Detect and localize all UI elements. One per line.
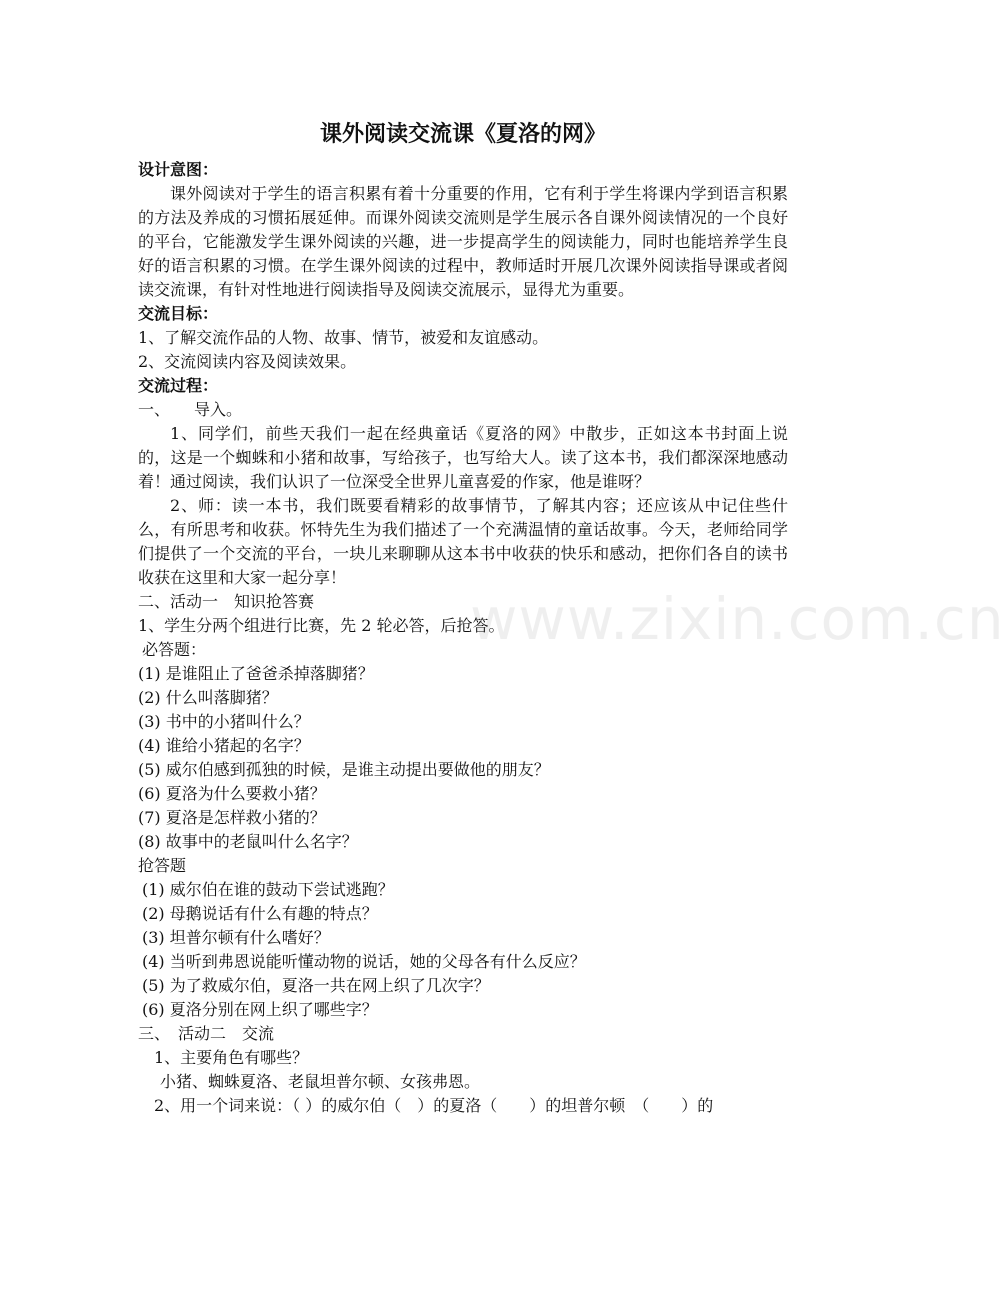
document-page (138, 118, 788, 1118)
design-paragraph: 课外阅读对于学生的语言积累有着十分重要的作用，它有利于学生将课内学到语言积累的方法及养成的习惯拓展延伸。而课外阅读交流则是学生展示各自课外阅读情况的一个良好的平台，它能激发学生课外阅读的兴趣，进一步提高学生的阅读能力，同时也能培养学生良好的语言积累的习惯。在学生课外阅读的过程中，教师适时开展几次课外阅读指导课或者阅读交流课，有针对性地进行阅读指导及阅读交流展示，显得尤为重要。 (138, 184, 788, 299)
rush-answer-label: 抢答题 (138, 856, 187, 875)
intro-paragraph-1: 1、同学们，前些天我们一起在经典童话《夏洛的网》中散步，正如这本书封面上说的，这是一个蜘蛛和小猪和故事，写给孩子，也写给大人。读了这本书，我们都深深地感动着！通过阅读，我们认识了一位深受全世界儿童喜爱的作家，他是谁呀？ (138, 424, 788, 491)
list-item: (6) 夏洛为什么要救小猪？ (138, 784, 326, 803)
intro-paragraph-2: 2、师：读一本书，我们既要看精彩的故事情节，了解其内容；还应该从中记住些什么，有所思考和收获。怀特先生为我们描述了一个充满温情的童话故事。今天，老师给同学们提供了一个交流的平台，一块儿来聊聊从这本书中收获的快乐和感动，把你们各自的读书收获在这里和大家一起分享！ (138, 496, 788, 587)
design-heading: 设计意图： (138, 160, 219, 179)
must-answer-label: 必答题： (142, 640, 207, 659)
question-roles: 1、主要角色有哪些？ (154, 1048, 309, 1067)
contest-rule: 1、学生分两个组进行比赛，先 2 轮必答，后抢答。 (138, 616, 505, 635)
list-item: (7) 夏洛是怎样救小猪的？ (138, 808, 326, 827)
list-item: (5) 威尔伯感到孤独的时候，是谁主动提出要做他的朋友？ (138, 760, 550, 779)
section-one-heading: 一、 导入。 (138, 400, 243, 419)
list-item: (5) 为了救威尔伯，夏洛一共在网上织了几次字？ (142, 976, 490, 995)
list-item: (4) 谁给小猪起的名字？ (138, 736, 310, 755)
section-two-heading: 二、活动一 知识抢答赛 (138, 592, 315, 611)
list-item: (3) 坦普尔顿有什么嗜好？ (142, 928, 330, 947)
list-item: (1) 威尔伯在谁的鼓动下尝试逃跑？ (142, 880, 394, 899)
answer-roles: 小猪、蜘蛛夏洛、老鼠坦普尔顿、女孩弗恩。 (160, 1072, 481, 1091)
list-item: (8) 故事中的老鼠叫什么名字？ (138, 832, 358, 851)
rush-answer-list (138, 878, 788, 1022)
question-describe: 2、用一个词来说：（ ）的威尔伯（ ）的夏洛（ ）的坦普尔顿 （ ）的 (154, 1096, 714, 1115)
list-item: (1) 是谁阻止了爸爸杀掉落脚猪？ (138, 664, 374, 683)
list-item: (3) 书中的小猪叫什么？ (138, 712, 310, 731)
goal-item: 2、交流阅读内容及阅读效果。 (138, 352, 357, 371)
watermark: www.zixin.com.cn (470, 585, 1005, 653)
list-item: (4) 当听到弗恩说能听懂动物的说话，她的父母各有什么反应？ (142, 952, 586, 971)
section-three-heading: 三、 活动二 交流 (138, 1024, 275, 1043)
goals-heading: 交流目标： (138, 304, 219, 323)
list-item: (6) 夏洛分别在网上织了哪些字？ (142, 1000, 378, 1019)
list-item: (2) 母鹅说话有什么有趣的特点？ (142, 904, 378, 923)
goal-item: 1、了解交流作品的人物、故事、情节，被爱和友谊感动。 (138, 328, 549, 347)
document-title: 课外阅读交流课《夏洛的网》 (319, 121, 606, 147)
process-heading: 交流过程： (138, 376, 219, 395)
must-answer-list (138, 662, 788, 854)
list-item: (2) 什么叫落脚猪？ (138, 688, 278, 707)
